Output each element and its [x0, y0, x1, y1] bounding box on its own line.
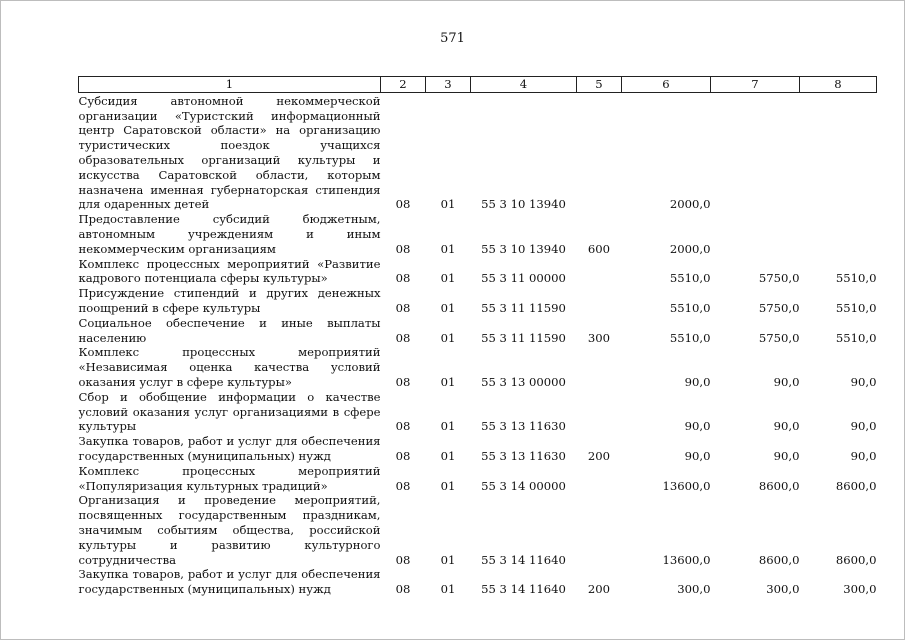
column-header: 1: [79, 77, 381, 93]
amount-col-7: 5750,0: [758, 271, 800, 286]
amount-col-6: 5510,0: [669, 330, 711, 345]
expense-type-code: [577, 493, 622, 567]
subsection-code: 01: [440, 271, 456, 286]
amount-col-6: 13600,0: [662, 478, 711, 493]
table-row: [79, 345, 877, 389]
amount-col-8: 300,0: [843, 582, 877, 597]
row-description: Сбор и обобщение информации о качестве условий оказания услуг организациями в сфере культуры: [78, 389, 381, 434]
section-code: 08: [395, 552, 411, 567]
section-code: 08: [395, 330, 411, 345]
amount-col-6: 2000,0: [669, 241, 711, 256]
subsection-code: 01: [440, 419, 456, 434]
row-description: Предоставление субсидий бюджетным, автономным учреждениям и иным некоммерческим организациям: [78, 212, 381, 256]
amount-col-7: 300,0: [766, 582, 800, 597]
subsection-code: 01: [440, 448, 456, 463]
amount-col-7: [711, 212, 800, 256]
table-row: [79, 493, 877, 567]
target-article-code: 55 3 13 11630: [481, 448, 566, 463]
amount-col-8: 8600,0: [835, 552, 877, 567]
table-row: [79, 434, 877, 464]
table-row: [79, 464, 877, 494]
table-row: [79, 567, 877, 597]
row-description: Субсидия автономной некоммерческой организации «Туристский информационный центр Саратовской области» на организацию туристических поездок учащихся образовательных организаций культуры и искусства Саратовской области, которым назначена именная губернаторская стипендия для одаренных детей: [78, 93, 381, 212]
section-code: 08: [395, 300, 411, 315]
table-row: [79, 390, 877, 434]
amount-col-6: 90,0: [684, 374, 711, 389]
expense-type-code: [577, 286, 622, 316]
expense-type-code: 200: [587, 582, 611, 597]
target-article-code: 55 3 13 00000: [481, 374, 566, 389]
amount-col-7: 5750,0: [758, 300, 800, 315]
section-code: 08: [395, 197, 411, 212]
budget-table: [78, 76, 877, 597]
section-code: 08: [395, 419, 411, 434]
target-article-code: 55 3 10 13940: [481, 241, 566, 256]
subsection-code: 01: [440, 330, 456, 345]
row-description: Комплекс процессных мероприятий «Независимая оценка качества условий оказания услуг в сфере культуры»: [78, 345, 381, 389]
row-description: Закупка товаров, работ и услуг для обеспечения государственных (муниципальных) нужд: [78, 567, 381, 597]
target-article-code: 55 3 11 11590: [481, 300, 566, 315]
row-description: Социальное обеспечение и иные выплаты населению: [78, 315, 381, 345]
subsection-code: 01: [440, 300, 456, 315]
amount-col-7: 90,0: [773, 448, 800, 463]
column-header: 7: [711, 77, 800, 93]
target-article-code: 55 3 11 11590: [481, 330, 566, 345]
column-header: 3: [426, 77, 471, 93]
subsection-code: 01: [440, 241, 456, 256]
expense-type-code: 600: [587, 241, 611, 256]
expense-type-code: [577, 92, 622, 212]
amount-col-8: [800, 92, 877, 212]
amount-col-8: 90,0: [850, 448, 877, 463]
table-row: [79, 257, 877, 287]
subsection-code: 01: [440, 582, 456, 597]
subsection-code: 01: [440, 552, 456, 567]
header-row: [79, 77, 877, 93]
amount-col-6: 300,0: [677, 582, 711, 597]
amount-col-6: 5510,0: [669, 300, 711, 315]
amount-col-8: 90,0: [850, 419, 877, 434]
expense-type-code: [577, 257, 622, 287]
column-header: 8: [800, 77, 877, 93]
amount-col-8: [800, 212, 877, 256]
page-number: 571: [440, 31, 465, 46]
expense-type-code: [577, 390, 622, 434]
expense-type-code: 200: [587, 448, 611, 463]
expense-type-code: [577, 345, 622, 389]
amount-col-8: 5510,0: [835, 271, 877, 286]
amount-col-7: 90,0: [773, 374, 800, 389]
target-article-code: 55 3 10 13940: [481, 197, 566, 212]
subsection-code: 01: [440, 374, 456, 389]
table-body: [79, 92, 877, 597]
amount-col-6: 90,0: [684, 419, 711, 434]
column-header: 2: [381, 77, 426, 93]
subsection-code: 01: [440, 478, 456, 493]
row-description: Закупка товаров, работ и услуг для обеспечения государственных (муниципальных) нужд: [78, 434, 381, 463]
amount-col-6: 13600,0: [662, 552, 711, 567]
amount-col-7: 5750,0: [758, 330, 800, 345]
table-row: [79, 286, 877, 316]
section-code: 08: [395, 448, 411, 463]
expense-type-code: 300: [587, 330, 611, 345]
amount-col-7: 8600,0: [758, 478, 800, 493]
amount-col-7: 90,0: [773, 419, 800, 434]
column-header: 5: [577, 77, 622, 93]
table-row: [79, 212, 877, 256]
amount-col-8: 90,0: [850, 374, 877, 389]
row-description: Комплекс процессных мероприятий «Популяризация культурных традиций»: [78, 463, 381, 493]
expense-type-code: [577, 464, 622, 494]
amount-col-7: [711, 92, 800, 212]
target-article-code: 55 3 11 00000: [481, 271, 566, 286]
amount-col-7: 8600,0: [758, 552, 800, 567]
table-row: [79, 316, 877, 346]
row-description: Организация и проведение мероприятий, посвященных государственным праздникам, значимым событиям общества, российской культуры и развитию культурного сотрудничества: [78, 493, 381, 567]
target-article-code: 55 3 14 11640: [481, 582, 566, 597]
section-code: 08: [395, 271, 411, 286]
column-header: 4: [471, 77, 577, 93]
section-code: 08: [395, 582, 411, 597]
amount-col-6: 90,0: [684, 448, 711, 463]
amount-col-6: 5510,0: [669, 271, 711, 286]
amount-col-8: 5510,0: [835, 300, 877, 315]
amount-col-6: 2000,0: [669, 197, 711, 212]
section-code: 08: [395, 241, 411, 256]
target-article-code: 55 3 14 00000: [481, 478, 566, 493]
section-code: 08: [395, 374, 411, 389]
table-row: [79, 92, 877, 212]
target-article-code: 55 3 14 11640: [481, 552, 566, 567]
row-description: Присуждение стипендий и других денежных поощрений в сфере культуры: [78, 286, 381, 315]
amount-col-8: 8600,0: [835, 478, 877, 493]
section-code: 08: [395, 478, 411, 493]
column-header: 6: [622, 77, 711, 93]
row-description: Комплекс процессных мероприятий «Развитие кадрового потенциала сферы культуры»: [78, 256, 381, 286]
target-article-code: 55 3 13 11630: [481, 419, 566, 434]
subsection-code: 01: [440, 197, 456, 212]
amount-col-8: 5510,0: [835, 330, 877, 345]
